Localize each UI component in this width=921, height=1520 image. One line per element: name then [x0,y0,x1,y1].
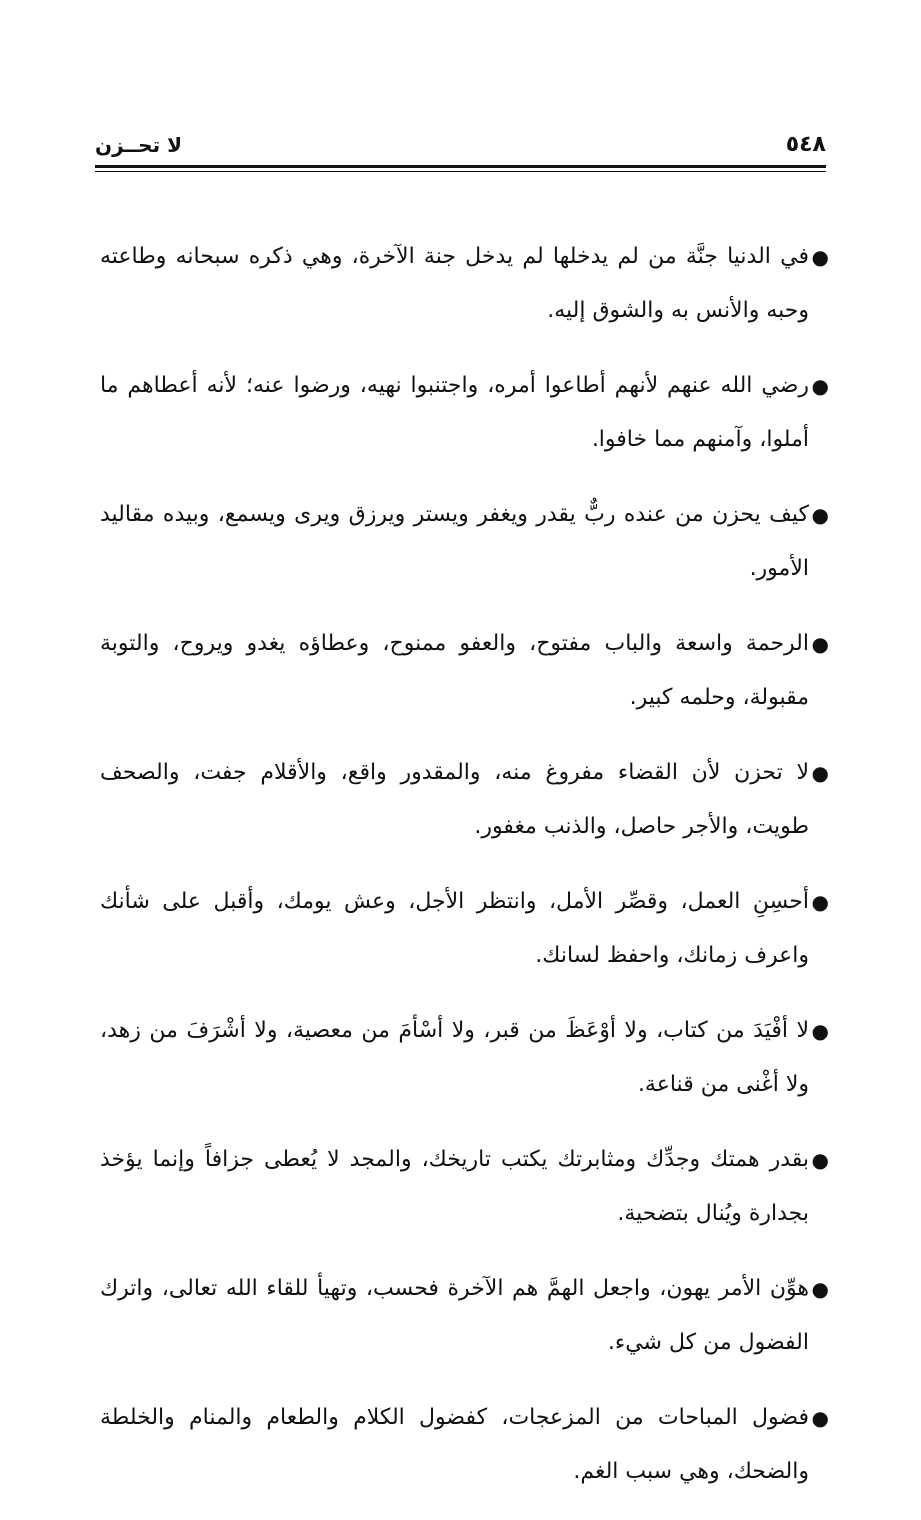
bullet-icon: ● [811,761,829,785]
bullet-icon: ● [811,1019,829,1043]
paragraph-text: لا أفْيَدَ من كتاب، ولا أوْعَظَ من قبر، ولا أسْأمَ من معصية، ولا أشْرَفَ من زهد، ولا أغْنى من قناعة. [100,1018,809,1097]
paragraph-item [100,488,829,596]
paragraph-text: هوِّن الأمر يهون، واجعل الهمَّ هم الآخرة فحسب، وتهيأ للقاء الله تعالى، واترك الفضول من كل شيء. [100,1276,809,1355]
paragraph-item [100,617,829,725]
paragraph-item [100,746,829,854]
paragraph-text: لا تحزن لأن القضاء مفروغ منه، والمقدور واقع، والأقلام جفت، والصحف طويت، والأجر حاصل، والذنب مغفور. [100,760,809,839]
paragraph-text: رضي الله عنهم لأنهم أطاعوا أمره، واجتنبوا نهيه، ورضوا عنه؛ لأنه أعطاهم ما أملوا، وآمنهم مما خافوا. [100,373,809,452]
paragraph-item [100,1262,829,1370]
paragraph-text: أحسِنِ العمل، وقصِّر الأمل، وانتظر الأجل، وعش يومك، وأقبل على شأنك واعرف زمانك، واحفظ لسانك. [100,889,809,968]
page-header [95,130,826,162]
running-title: لا تحــزن [95,133,182,157]
page-number: ٥٤٨ [785,132,826,157]
paragraph-text: كيف يحزن من عنده ربٌّ يقدر ويغفر ويستر ويرزق ويرى ويسمع، وبيده مقاليد الأمور. [100,502,809,581]
header-rule-thin [95,171,826,172]
paragraph-item [100,875,829,983]
bullet-icon: ● [811,374,829,398]
bullet-icon: ● [811,1406,829,1430]
bullet-icon: ● [811,1148,829,1172]
bullet-icon: ● [811,245,829,269]
paragraph-list [100,230,829,1520]
paragraph-text: الرحمة واسعة والباب مفتوح، والعفو ممنوح، وعطاؤه يغدو ويروح، والتوبة مقبولة، وحلمه كبير. [100,631,809,710]
paragraph-text: فضول المباحات من المزعجات، كفضول الكلام والطعام والمنام والخلطة والضحك، وهي سبب الغم. [100,1405,809,1484]
paragraph-item [100,230,829,338]
bullet-icon: ● [811,890,829,914]
bullet-icon: ● [811,503,829,527]
paragraph-text: في الدنيا جنَّة من لم يدخلها لم يدخل جنة الآخرة، وهي ذكره سبحانه وطاعته وحبه والأنس به والشوق إليه. [100,244,809,323]
paragraph-item [100,1133,829,1241]
paragraph-item [100,359,829,467]
paragraph-text: بقدر همتك وجدِّك ومثابرتك يكتب تاريخك، والمجد لا يُعطى جزافاً وإنما يؤخذ بجدارة ويُنال بتضحية. [100,1147,809,1226]
paragraph-item [100,1004,829,1112]
bullet-icon: ● [811,1277,829,1301]
paragraph-item [100,1391,829,1499]
bullet-icon: ● [811,632,829,656]
header-rule-thick [95,165,826,168]
